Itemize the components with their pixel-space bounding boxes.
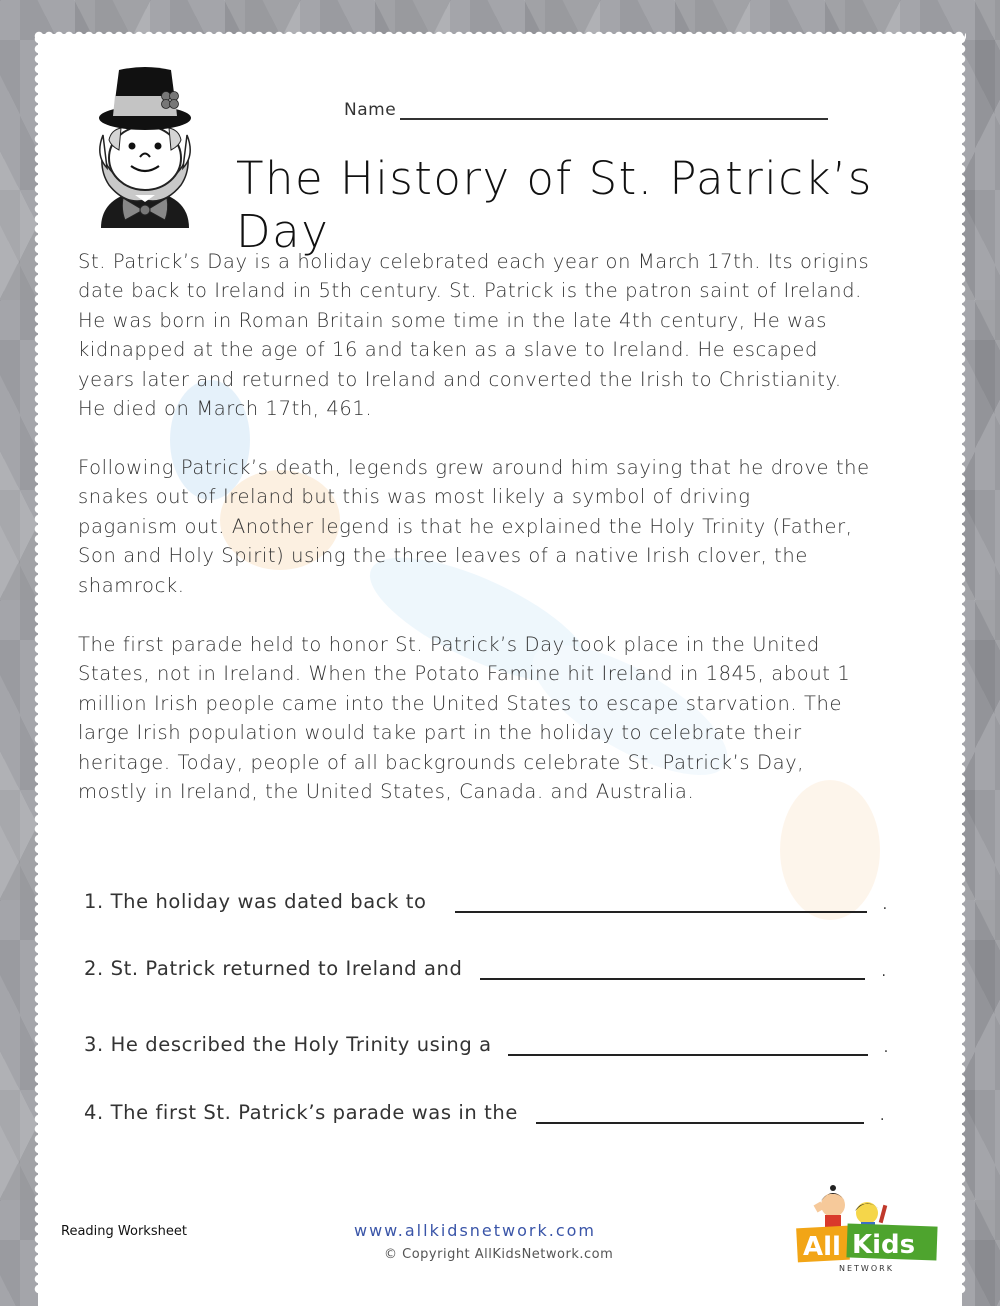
- question-text: 4. The first St. Patrick’s parade was in the: [84, 1101, 518, 1124]
- question-3: [84, 1033, 889, 1056]
- question-period: .: [879, 1108, 886, 1124]
- question-period: .: [883, 1040, 889, 1056]
- passage-paragraph-2: [78, 453, 928, 600]
- name-input-line[interactable]: [400, 100, 828, 120]
- footer-copyright: © Copyright AllKidsNetwork.com: [384, 1247, 614, 1262]
- passage-line: kidnapped at the age of 16 and taken as a slave to Ireland. He escaped: [78, 338, 818, 362]
- question-period: .: [882, 897, 888, 913]
- name-field[interactable]: [344, 100, 828, 120]
- question-4: [84, 1101, 885, 1124]
- name-label: Name: [344, 100, 397, 120]
- svg-text:Kids: Kids: [852, 1230, 916, 1260]
- question-text: 1. The holiday was dated back to: [84, 890, 427, 913]
- leprechaun-icon: [95, 60, 195, 230]
- passage-line: mostly in Ireland, the United States, Canada. and Australia.: [78, 780, 695, 804]
- page-title: The History of St. Patrick’s Day: [236, 152, 873, 258]
- question-text: 3. He described the Holy Trinity using a: [84, 1033, 492, 1056]
- passage-line: States, not in Ireland. When the Potato Famine hit Ireland in 1845, about 1: [78, 662, 851, 686]
- footer-url-link[interactable]: www.allkidsnetwork.com: [354, 1221, 597, 1240]
- question-1: [84, 890, 888, 913]
- answer-line-4[interactable]: [536, 1102, 864, 1124]
- question-2: [84, 957, 887, 980]
- answer-line-2[interactable]: [480, 958, 865, 980]
- passage-line: He died on March 17th, 461.: [78, 397, 373, 421]
- answer-line-1[interactable]: [455, 891, 867, 913]
- passage-line: date back to Ireland in 5th century. St. Patrick is the patron saint of Ireland.: [78, 279, 862, 303]
- passage-line: Following Patrick’s death, legends grew around him saying that he drove the: [78, 456, 870, 479]
- passage-line: St. Patrick’s Day is a holiday celebrated each year on March 17th. Its origins: [78, 250, 870, 273]
- question-period: .: [881, 964, 887, 980]
- passage-line: Son and Holy Spirit) using the three leaves of a native Irish clover, the: [78, 544, 808, 568]
- passage-line: years later and returned to Ireland and converted the Irish to Christianity.: [78, 367, 842, 391]
- question-text: 2. St. Patrick returned to Ireland and: [84, 957, 463, 980]
- passage-line: paganism out. Another legend is that he explained the Holy Trinity (Father,: [78, 514, 853, 538]
- passage-line: He was born in Roman Britain some time in the late 4th century, He was: [78, 308, 827, 332]
- passage-line: million Irish people came into the United States to escape starvation. The: [78, 691, 843, 715]
- svg-text:All: All: [803, 1232, 841, 1262]
- passage-paragraph-1: [78, 247, 928, 423]
- svg-text:NETWORK: NETWORK: [839, 1264, 894, 1273]
- answer-line-3[interactable]: [508, 1034, 868, 1056]
- passage-line: heritage. Today, people of all backgrounds celebrate St. Patrick’s Day,: [78, 750, 805, 774]
- passage-line: snakes out of Ireland but this was most likely a symbol of driving: [78, 485, 751, 509]
- passage-line: large Irish population would take part in the holiday to celebrate their: [78, 721, 802, 745]
- footer-worksheet-type: Reading Worksheet: [61, 1224, 187, 1239]
- allkidsnetwork-logo-icon: [795, 1183, 940, 1273]
- passage-line: The first parade held to honor St. Patrick’s Day took place in the United: [78, 633, 820, 656]
- passage-paragraph-3: [78, 630, 928, 806]
- passage-line: shamrock.: [78, 573, 185, 597]
